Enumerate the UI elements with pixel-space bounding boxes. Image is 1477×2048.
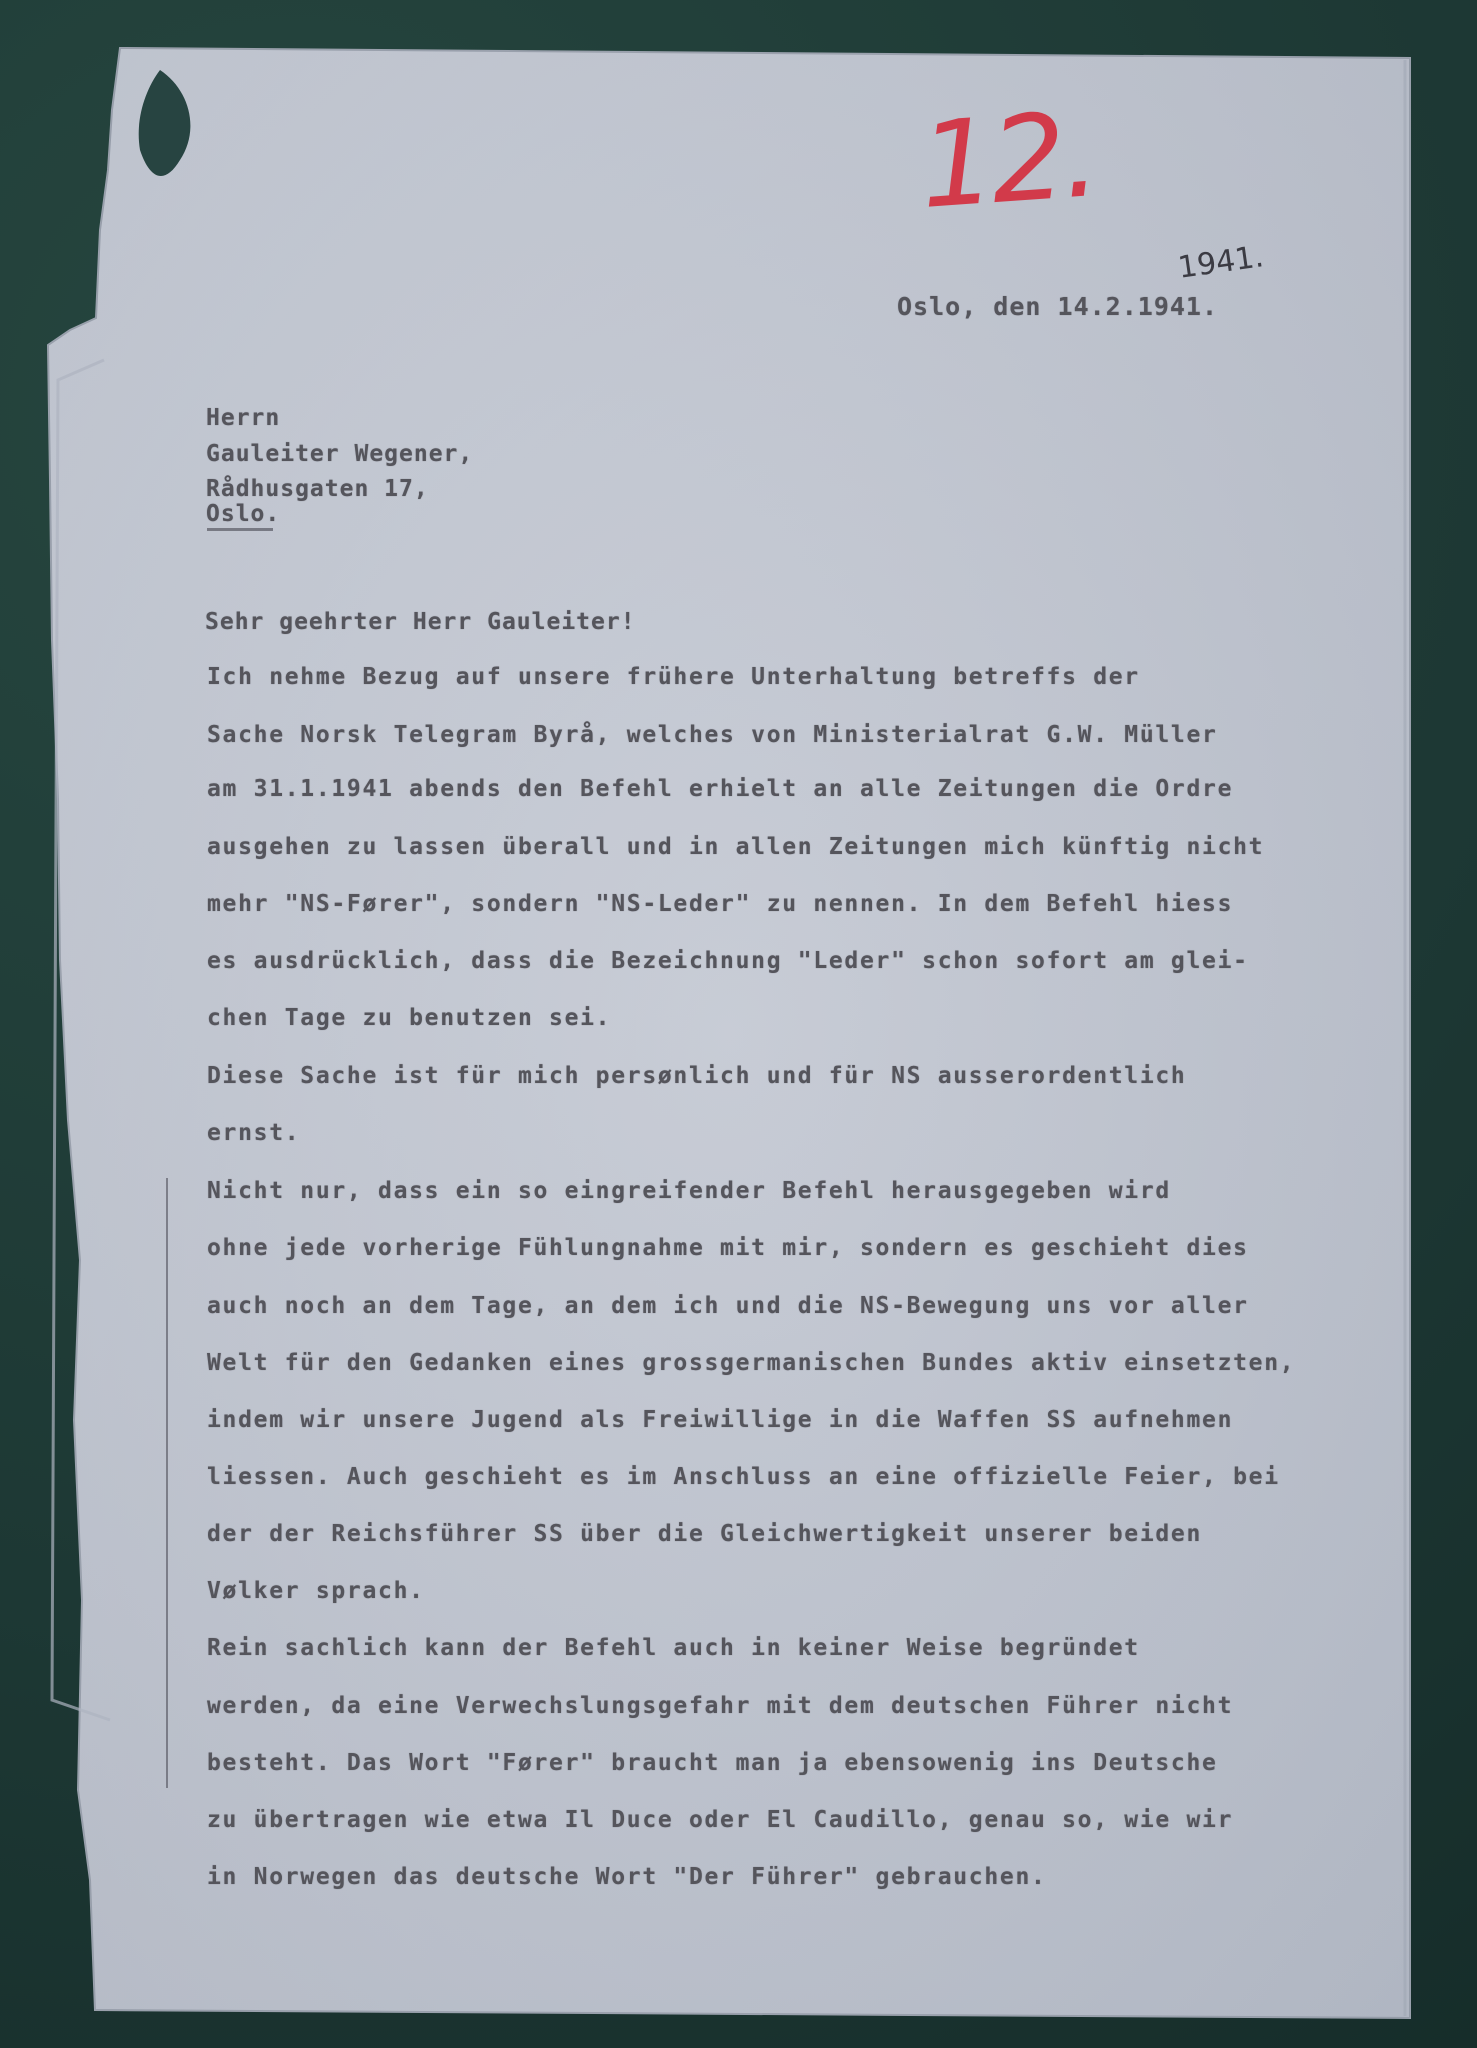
pencil-year-note: 1941. [1175, 239, 1266, 286]
recipient-line: Rådhusgaten 17, [206, 476, 429, 502]
body-line: am 31.1.1941 abends den Befehl erhielt an alle Zeitungen die Ordre [207, 776, 1234, 802]
body-line: Welt für den Gedanken eines grossgermanischen Bundes aktiv einsetzten, [207, 1350, 1296, 1376]
recipient-line: Herrn [206, 405, 281, 431]
body-line: in Norwegen das deutsche Wort "Der Führer" gebrauchen. [207, 1864, 1047, 1890]
recipient-city-underline [207, 528, 273, 531]
archive-number: 12. [915, 85, 1101, 235]
body-line: ausgehen zu lassen überall und in allen Zeitungen mich künftig nicht [207, 834, 1265, 860]
body-line: Vølker sprach. [207, 1578, 425, 1604]
body-line: mehr "NS-Fører", sondern "NS-Leder" zu nennen. In dem Befehl hiess [207, 891, 1234, 917]
date-line: Oslo, den 14.2.1941. [897, 292, 1219, 321]
body-line: Ich nehme Bezug auf unsere frühere Unterhaltung betreffs der [207, 664, 1140, 690]
body-line: werden, da eine Verwechslungsgefahr mit dem deutschen Führer nicht [207, 1693, 1234, 1719]
recipient-line: Oslo. [206, 501, 281, 527]
body-line: Rein sachlich kann der Befehl auch in keiner Weise begründet [207, 1635, 1140, 1661]
body-line: indem wir unsere Jugend als Freiwillige in die Waffen SS aufnehmen [207, 1407, 1234, 1433]
body-line: chen Tage zu benutzen sei. [207, 1005, 612, 1031]
body-line: liessen. Auch geschieht es im Anschluss an eine offizielle Feier, bei [207, 1464, 1280, 1490]
body-line: Nicht nur, dass ein so eingreifender Befehl herausgegeben wird [207, 1178, 1171, 1204]
body-line: zu übertragen wie etwa Il Duce oder El Caudillo, genau so, wie wir [207, 1807, 1234, 1833]
body-line: auch noch an dem Tage, an dem ich und die NS-Bewegung uns vor aller [207, 1293, 1249, 1319]
body-line: Sache Norsk Telegram Byrå, welches von Ministerialrat G.W. Müller [207, 722, 1218, 748]
body-line: ohne jede vorherige Fühlungnahme mit mir, sondern es geschieht dies [207, 1235, 1249, 1261]
body-line: besteht. Das Wort "Fører" braucht man ja ebensowenig ins Deutsche [207, 1750, 1218, 1776]
body-line: der der Reichsführer SS über die Gleichwertigkeit unserer beiden [207, 1521, 1203, 1547]
salutation: Sehr geehrter Herr Gauleiter! [205, 609, 636, 635]
body-line: es ausdrücklich, dass die Bezeichnung "Leder" schon sofort am glei- [207, 948, 1249, 974]
margin-pencil-mark [166, 1178, 168, 1788]
body-line: ernst. [207, 1120, 301, 1146]
recipient-line: Gauleiter Wegener, [206, 441, 474, 467]
body-line: Diese Sache ist für mich persønlich und für NS ausserordentlich [207, 1063, 1187, 1089]
